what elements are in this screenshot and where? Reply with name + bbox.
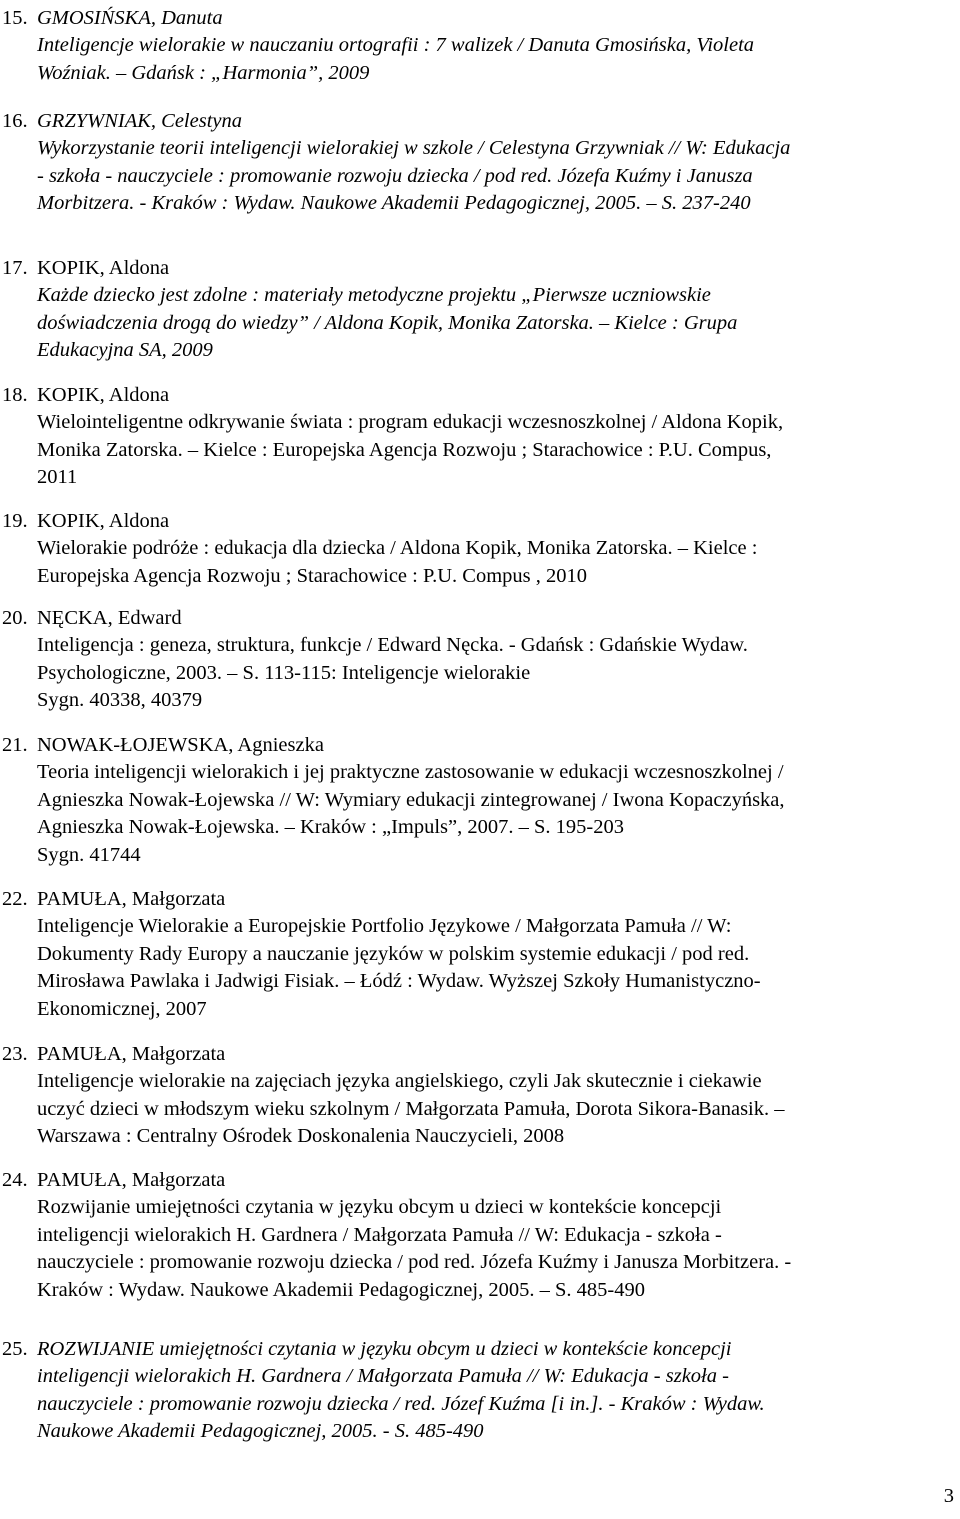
entry-line: Agnieszka Nowak-Łojewska // W: Wymiary edukacji zintegrowanej / Iwona Kopaczyńska, — [37, 788, 785, 811]
entry-description — [37, 1363, 955, 1446]
entry-number: 17. — [2, 257, 28, 279]
entry-author: PAMUŁA, Małgorzata — [37, 1169, 226, 1191]
entry-line: Inteligencja : geneza, struktura, funkcje / Edward Nęcka. - Gdańsk : Gdańskie Wydaw. — [37, 634, 748, 656]
entry-line: Dokumenty Rady Europy a nauczanie języków w polskim systemie edukacji / pod red. — [37, 942, 750, 965]
entry-line: doświadczenia drogą do wiedzy” / Aldona Kopik, Monika Zatorska. – Kielce : Grupa — [37, 311, 738, 334]
entry-line: Teoria inteligencji wielorakich i jej praktyczne zastosowanie w edukacji wczesnoszkolnej / — [37, 761, 784, 783]
entry-author: NĘCKA, Edward — [37, 607, 182, 629]
page-number: 3 — [943, 1485, 954, 1507]
entry-author: ROZWIJANIE umiejętności czytania w języku obcym u dzieci w kontekście koncepcji — [37, 1338, 732, 1360]
entry-line: inteligencji wielorakich H. Gardnera / Małgorzata Pamuła // W: Edukacja - szkoła - — [37, 1365, 729, 1387]
entry-line: Sygn. 41744 — [37, 843, 141, 866]
entry-line: 2011 — [37, 466, 78, 488]
entry-line: Wielorakie podróże : edukacja dla dziecka / Aldona Kopik, Monika Zatorska. – Kielce : — [37, 537, 758, 559]
entry-description — [37, 409, 955, 492]
entry-line: nauczyciele : promowanie rozwoju dziecka / pod red. Józefa Kuźmy i Janusza Morbitzera. - — [37, 1251, 792, 1273]
entry-number: 23. — [2, 1043, 28, 1065]
entry-author: KOPIK, Aldona — [37, 384, 170, 406]
entry-line: Mirosława Pawlaka i Jadwigi Fisiak. – Łódź : Wydaw. Wyższej Szkoły Humanistyczno- — [37, 970, 761, 992]
entry-description — [37, 282, 955, 365]
entry-line: Woźniak. – Gdańsk : „Harmonia”, 2009 — [37, 61, 370, 84]
entry-number: 22. — [2, 888, 28, 910]
entry-line: Wykorzystanie teorii inteligencji wielorakiej w szkole / Celestyna Grzywniak // W: Edukacja — [37, 137, 791, 159]
entry-line: Kraków : Wydaw. Naukowe Akademii Pedagogicznej, 2005. – S. 485-490 — [37, 1278, 645, 1301]
entry-description — [37, 32, 955, 87]
entry-line: Ekonomicznej, 2007 — [37, 997, 207, 1020]
entry-line: Inteligencje wielorakie w nauczaniu ortografii : 7 walizek / Danuta Gmosińska, Violeta — [37, 34, 755, 56]
entry-description — [37, 632, 955, 715]
entry-author: NOWAK-ŁOJEWSKA, Agnieszka — [37, 734, 324, 756]
entry-author: GMOSIŃSKA, Danuta — [37, 7, 223, 29]
entry-line: nauczyciele : promowanie rozwoju dziecka / red. Józef Kuźma [i in.]. - Kraków : Wydaw. — [37, 1392, 765, 1415]
entry-line: Każde dziecko jest zdolne : materiały metodyczne projektu „Pierwsze uczniowskie — [37, 284, 711, 306]
entry-line: uczyć dzieci w młodszym wieku szkolnym / Małgorzata Pamuła, Dorota Sikora-Banasik. – — [37, 1097, 785, 1120]
entry-number: 15. — [2, 7, 28, 29]
entry-line: Inteligencje Wielorakie a Europejskie Portfolio Językowe / Małgorzata Pamuła // W: — [37, 915, 732, 937]
entry-number: 21. — [2, 734, 28, 756]
entry-number: 19. — [2, 510, 28, 532]
entry-number: 16. — [2, 110, 28, 132]
entry-line: Psychologiczne, 2003. – S. 113-115: Inteligencje wielorakie — [37, 661, 531, 684]
entry-number: 18. — [2, 384, 28, 406]
entry-line: Europejska Agencja Rozwoju ; Starachowice : P.U. Compus , 2010 — [37, 564, 587, 587]
entry-author: KOPIK, Aldona — [37, 257, 170, 279]
entry-number: 24. — [2, 1169, 28, 1191]
entry-line: Inteligencje wielorakie na zajęciach języka angielskiego, czyli Jak skutecznie i ciekawie — [37, 1070, 762, 1092]
entry-line: Sygn. 40338, 40379 — [37, 689, 203, 711]
entry-description — [37, 1068, 955, 1151]
entry-author: PAMUŁA, Małgorzata — [37, 888, 226, 910]
entry-line: Morbitzera. - Kraków : Wydaw. Naukowe Akademii Pedagogicznej, 2005. – S. 237-240 — [37, 192, 751, 214]
entry-author: KOPIK, Aldona — [37, 510, 170, 532]
entry-description — [37, 535, 955, 590]
entry-line: Agnieszka Nowak-Łojewska. – Kraków : „Impuls”, 2007. – S. 195-203 — [37, 816, 624, 838]
entry-description — [37, 913, 955, 1023]
entry-line: Edukacyjna SA, 2009 — [37, 339, 213, 361]
entry-number: 20. — [2, 607, 28, 629]
entry-description — [37, 759, 955, 869]
entry-description — [37, 1194, 955, 1304]
entry-line: Naukowe Akademii Pedagogicznej, 2005. - S. 485-490 — [37, 1420, 484, 1442]
entry-line: - szkoła - nauczyciele : promowanie rozwoju dziecka / pod red. Józefa Kuźmy i Janusza — [37, 164, 753, 187]
entry-line: Rozwijanie umiejętności czytania w języku obcym u dzieci w kontekście koncepcji — [37, 1196, 722, 1218]
entry-line: Warszawa : Centralny Ośrodek Doskonalenia Nauczycieli, 2008 — [37, 1125, 565, 1147]
entry-line: inteligencji wielorakich H. Gardnera / Małgorzata Pamuła // W: Edukacja - szkoła - — [37, 1223, 722, 1246]
entry-line: Wielointeligentne odkrywanie świata : program edukacji wczesnoszkolnej / Aldona Kopik, — [37, 411, 784, 433]
entry-author: PAMUŁA, Małgorzata — [37, 1043, 226, 1065]
entry-description — [37, 135, 955, 218]
entry-number: 25. — [2, 1338, 28, 1360]
entry-author: GRZYWNIAK, Celestyna — [37, 110, 242, 132]
entry-line: Monika Zatorska. – Kielce : Europejska Agencja Rozwoju ; Starachowice : P.U. Compus, — [37, 438, 772, 461]
